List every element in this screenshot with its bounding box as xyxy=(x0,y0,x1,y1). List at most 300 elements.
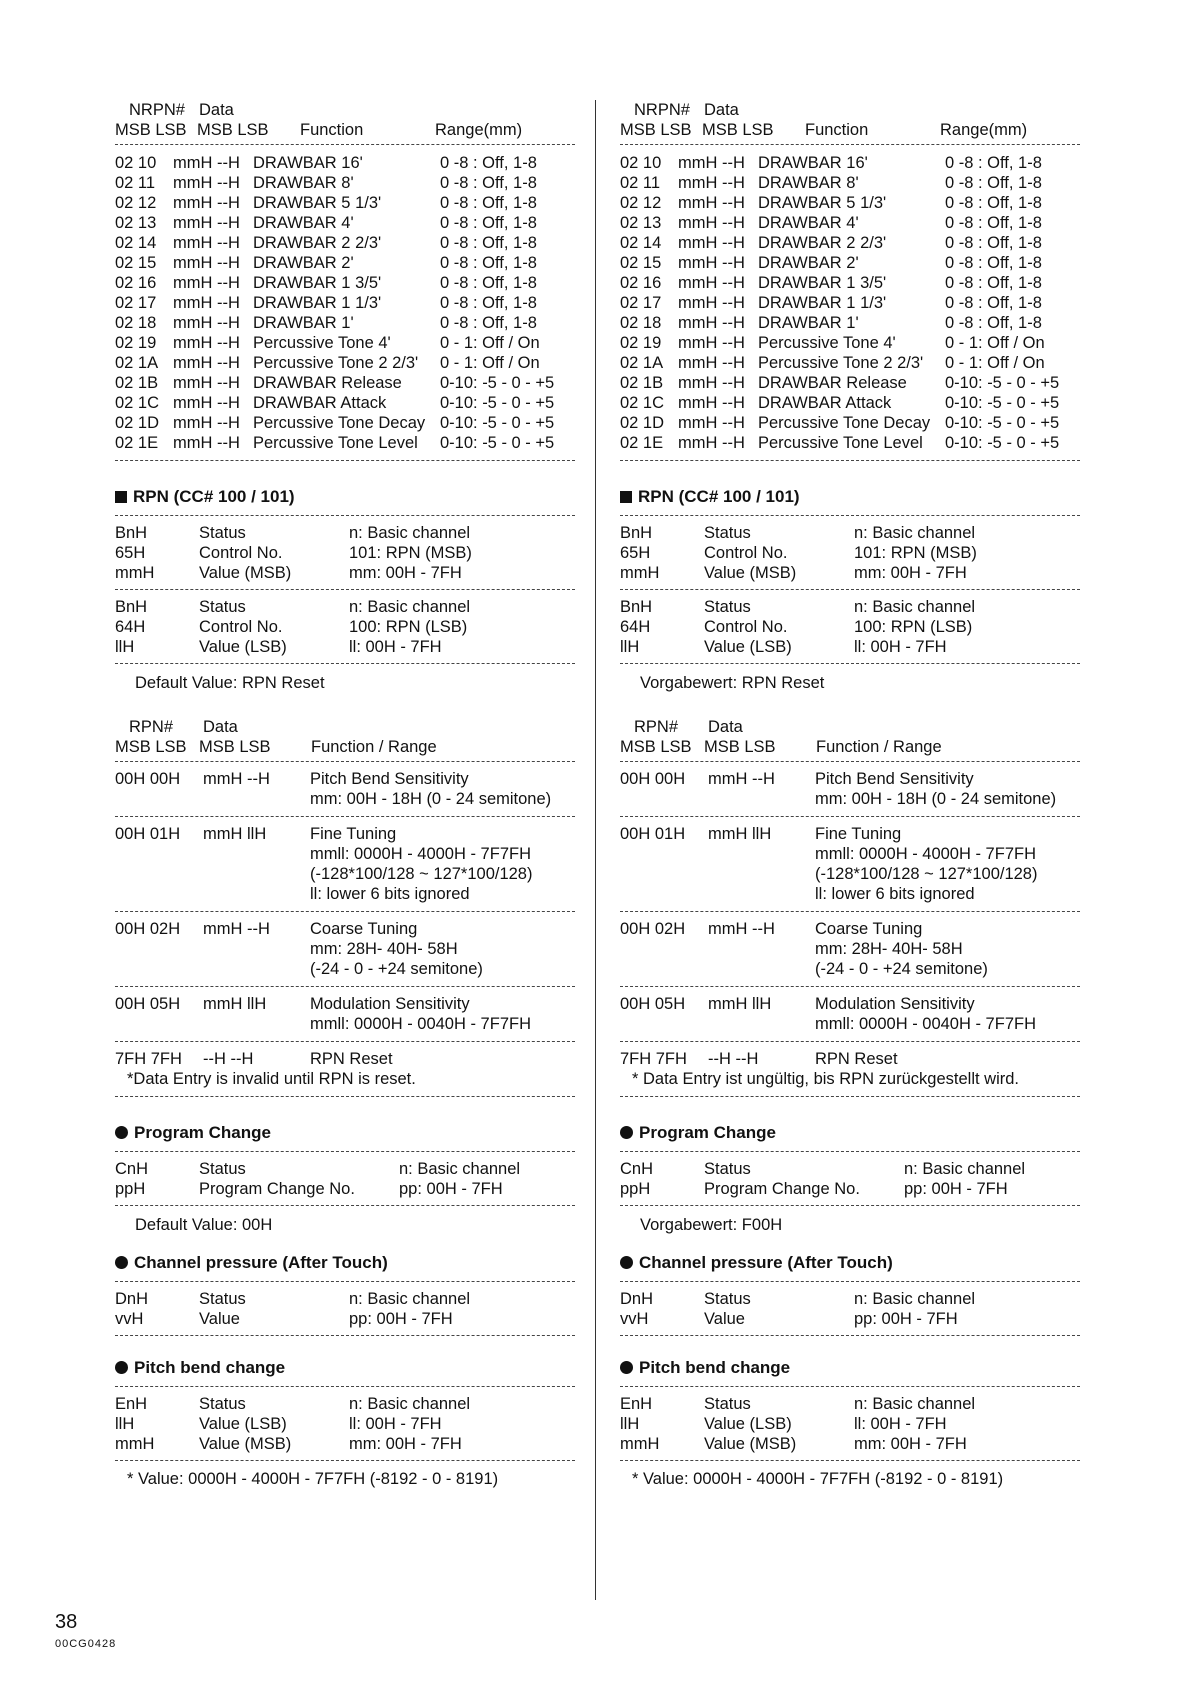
section-title-text: Program Change xyxy=(639,1123,776,1142)
nrpn-data: mmH --H xyxy=(678,174,745,192)
nrpn-range: 0 -8 : Off, 1-8 xyxy=(945,314,1042,332)
rpn-data: mmH llH xyxy=(203,995,267,1013)
nrpn-header-msblsb: MSB LSB xyxy=(115,121,187,139)
kv-value: n: Basic channel xyxy=(854,1290,976,1308)
program-change-default: Default Value: 00H xyxy=(135,1216,273,1234)
rpn-item xyxy=(620,1042,1080,1069)
nrpn-function: Percussive Tone Level xyxy=(758,434,923,452)
nrpn-row xyxy=(115,373,575,393)
nrpn-number: 02 1D xyxy=(620,414,665,432)
rpn-header-msblsb2: MSB LSB xyxy=(704,738,776,756)
nrpn-range: 0 -8 : Off, 1-8 xyxy=(440,174,537,192)
rpn-number: 00H 01H xyxy=(620,825,686,843)
kv-row xyxy=(115,1179,575,1199)
rpn-msb-table xyxy=(620,516,1080,589)
channel-pressure-table xyxy=(115,1282,575,1335)
kv-row xyxy=(115,617,575,637)
section-title-text: Channel pressure (After Touch) xyxy=(134,1253,388,1272)
nrpn-header-msblsb: MSB LSB xyxy=(620,121,692,139)
rpn-function-line: (-24 - 0 - +24 semitone) xyxy=(310,960,483,978)
nrpn-data: mmH --H xyxy=(173,374,240,392)
kv-value: pp: 00H - 7FH xyxy=(399,1180,503,1198)
nrpn-range: 0 -8 : Off, 1-8 xyxy=(945,274,1042,292)
rpn-header-top1: RPN# xyxy=(634,718,679,736)
kv-code: mmH xyxy=(115,564,155,582)
kv-value: 100: RPN (LSB) xyxy=(349,618,468,636)
nrpn-row xyxy=(115,253,575,273)
nrpn-row xyxy=(115,313,575,333)
nrpn-number: 02 18 xyxy=(620,314,662,332)
kv-code: EnH xyxy=(115,1395,148,1413)
kv-code: mmH xyxy=(115,1435,155,1453)
nrpn-number: 02 13 xyxy=(620,214,662,232)
kv-code: ppH xyxy=(115,1180,146,1198)
nrpn-data: mmH --H xyxy=(173,354,240,372)
kv-value: n: Basic channel xyxy=(349,1395,471,1413)
rpn-function-line: Coarse Tuning xyxy=(310,920,418,938)
nrpn-row xyxy=(620,253,1080,273)
kv-value: ll: 00H - 7FH xyxy=(349,1415,442,1433)
nrpn-row xyxy=(620,273,1080,293)
kv-label: Status xyxy=(704,598,751,616)
nrpn-row xyxy=(620,353,1080,373)
rpn-number: 00H 05H xyxy=(115,995,181,1013)
nrpn-row xyxy=(620,173,1080,193)
rpn-default-value: Vorgabewert: RPN Reset xyxy=(640,674,825,692)
nrpn-row xyxy=(620,293,1080,313)
kv-label: Value (LSB) xyxy=(704,638,792,656)
rpn-function xyxy=(310,994,575,1034)
round-bullet-icon xyxy=(620,1361,633,1374)
rpn-function-line: Fine Tuning xyxy=(310,825,397,843)
nrpn-data: mmH --H xyxy=(678,434,745,452)
nrpn-range: 0 -8 : Off, 1-8 xyxy=(945,174,1042,192)
rpn-header-function: Function / Range xyxy=(311,738,437,756)
kv-label: Control No. xyxy=(199,544,283,562)
kv-code: llH xyxy=(115,1415,135,1433)
kv-row xyxy=(115,1159,575,1179)
kv-code: BnH xyxy=(620,598,653,616)
rpn-item xyxy=(115,987,575,1041)
kv-row xyxy=(620,1309,1080,1329)
rpn-number: 7FH 7FH xyxy=(115,1050,182,1068)
rpn-function xyxy=(815,919,1080,979)
kv-code: mmH xyxy=(620,1435,660,1453)
kv-label: Value (MSB) xyxy=(199,564,292,582)
nrpn-number: 02 11 xyxy=(115,174,156,192)
nrpn-row xyxy=(115,393,575,413)
kv-label: Control No. xyxy=(704,544,788,562)
nrpn-range: 0 -8 : Off, 1-8 xyxy=(945,234,1042,252)
dashed-rule xyxy=(115,1096,575,1097)
nrpn-number: 02 17 xyxy=(115,294,157,312)
kv-row xyxy=(115,563,575,583)
nrpn-number: 02 1B xyxy=(115,374,159,392)
rpn-data: mmH llH xyxy=(708,995,772,1013)
nrpn-range: 0 -8 : Off, 1-8 xyxy=(945,294,1042,312)
rpn-data: --H --H xyxy=(708,1050,759,1068)
nrpn-function: DRAWBAR 1 1/3' xyxy=(758,294,887,312)
nrpn-range: 0 -8 : Off, 1-8 xyxy=(440,254,537,272)
rpn-function-line: mmll: 0000H - 4000H - 7F7FH xyxy=(815,845,1036,863)
nrpn-function: DRAWBAR 5 1/3' xyxy=(253,194,382,212)
dashed-rule xyxy=(620,460,1080,461)
nrpn-row xyxy=(115,213,575,233)
nrpn-number: 02 17 xyxy=(620,294,662,312)
kv-row xyxy=(620,1159,1080,1179)
kv-value: mm: 00H - 7FH xyxy=(349,564,462,582)
kv-label: Status xyxy=(704,1395,751,1413)
rpn-header-top1: RPN# xyxy=(129,718,174,736)
kv-row xyxy=(620,1289,1080,1309)
nrpn-data: mmH --H xyxy=(173,434,240,452)
kv-row xyxy=(620,1394,1080,1414)
rpn-function xyxy=(815,824,1080,904)
section-title-text: RPN (CC# 100 / 101) xyxy=(133,487,295,506)
kv-row xyxy=(115,597,575,617)
nrpn-function: DRAWBAR 2 2/3' xyxy=(253,234,382,252)
kv-label: Status xyxy=(199,598,246,616)
kv-value: n: Basic channel xyxy=(854,524,976,542)
nrpn-row xyxy=(620,433,1080,453)
kv-label: Status xyxy=(199,1290,246,1308)
rpn-function-line: Pitch Bend Sensitivity xyxy=(815,770,974,788)
nrpn-range: 0 - 1: Off / On xyxy=(440,334,540,352)
kv-code: CnH xyxy=(620,1160,654,1178)
nrpn-number: 02 1D xyxy=(115,414,160,432)
rpn-section-title xyxy=(115,487,575,507)
rpn-data: mmH --H xyxy=(708,920,775,938)
nrpn-number: 02 15 xyxy=(115,254,157,272)
nrpn-number: 02 1A xyxy=(620,354,664,372)
kv-code: 64H xyxy=(620,618,651,636)
rpn-function xyxy=(310,919,575,979)
nrpn-number: 02 14 xyxy=(620,234,662,252)
rpn-header-msblsb: MSB LSB xyxy=(115,738,187,756)
pitch-bend-note: * Value: 0000H - 4000H - 7F7FH (-8192 - 0 - 8191) xyxy=(127,1470,499,1488)
rpn-footnote: * Data Entry ist ungültig, bis RPN zurückgestellt wird. xyxy=(632,1070,1019,1088)
nrpn-data: mmH --H xyxy=(173,314,240,332)
kv-row xyxy=(620,597,1080,617)
pitch-bend-note: * Value: 0000H - 4000H - 7F7FH (-8192 - 0 - 8191) xyxy=(632,1470,1004,1488)
nrpn-row xyxy=(620,413,1080,433)
kv-label: Value xyxy=(199,1310,240,1328)
nrpn-range: 0 -8 : Off, 1-8 xyxy=(440,194,537,212)
page-number: 38 xyxy=(55,1611,78,1633)
nrpn-function: Percussive Tone 4' xyxy=(758,334,896,352)
kv-label: Status xyxy=(199,1395,246,1413)
rpn-lsb-table xyxy=(620,590,1080,663)
nrpn-number: 02 1C xyxy=(620,394,665,412)
rpn-item xyxy=(620,987,1080,1041)
kv-row xyxy=(620,637,1080,657)
kv-label: Value (LSB) xyxy=(704,1415,792,1433)
nrpn-data: mmH --H xyxy=(678,294,745,312)
rpn-function-line: RPN Reset xyxy=(815,1050,898,1068)
program-change-title xyxy=(620,1123,1080,1143)
nrpn-number: 02 15 xyxy=(620,254,662,272)
nrpn-range: 0-10: -5 - 0 - +5 xyxy=(440,374,555,392)
rpn-data: mmH --H xyxy=(203,920,270,938)
nrpn-range: 0 -8 : Off, 1-8 xyxy=(440,274,537,292)
nrpn-number: 02 1E xyxy=(620,434,664,452)
nrpn-function: DRAWBAR Attack xyxy=(758,394,892,412)
rpn-data: mmH llH xyxy=(708,825,772,843)
dashed-rule xyxy=(115,1335,575,1336)
nrpn-function: DRAWBAR 2' xyxy=(253,254,354,272)
kv-row xyxy=(620,617,1080,637)
rpn-function-line: Modulation Sensitivity xyxy=(815,995,975,1013)
rpn-section-title xyxy=(620,487,1080,507)
rpn-data: mmH llH xyxy=(203,825,267,843)
kv-value: mm: 00H - 7FH xyxy=(854,564,967,582)
nrpn-function: DRAWBAR 8' xyxy=(253,174,354,192)
kv-value: mm: 00H - 7FH xyxy=(349,1435,462,1453)
nrpn-number: 02 19 xyxy=(620,334,662,352)
kv-value: pp: 00H - 7FH xyxy=(854,1310,958,1328)
section-title-text: Pitch bend change xyxy=(639,1358,791,1377)
rpn-function xyxy=(815,769,1080,809)
rpn-number: 00H 00H xyxy=(115,770,181,788)
pitch-bend-table xyxy=(620,1387,1080,1460)
nrpn-function: Percussive Tone Level xyxy=(253,434,418,452)
nrpn-number: 02 18 xyxy=(115,314,157,332)
nrpn-range: 0 -8 : Off, 1-8 xyxy=(440,154,537,172)
rpn-header-top2: Data xyxy=(203,718,238,736)
kv-row xyxy=(115,637,575,657)
nrpn-range: 0-10: -5 - 0 - +5 xyxy=(440,394,555,412)
nrpn-data: mmH --H xyxy=(678,394,745,412)
channel-pressure-title xyxy=(620,1253,1080,1273)
kv-label: Control No. xyxy=(199,618,283,636)
rpn-lsb-table xyxy=(115,590,575,663)
rpn-number: 00H 02H xyxy=(620,920,686,938)
kv-label: Program Change No. xyxy=(199,1180,355,1198)
rpn-function-line: mm: 00H - 18H (0 - 24 semitone) xyxy=(815,790,1057,808)
kv-code: llH xyxy=(620,638,640,656)
nrpn-number: 02 19 xyxy=(115,334,157,352)
nrpn-function: Percussive Tone 2 2/3' xyxy=(758,354,924,372)
nrpn-function: DRAWBAR 4' xyxy=(758,214,859,232)
nrpn-number: 02 12 xyxy=(620,194,662,212)
nrpn-number: 02 1A xyxy=(115,354,159,372)
nrpn-header-top2: Data xyxy=(199,101,234,119)
nrpn-header xyxy=(620,100,1080,144)
kv-code: EnH xyxy=(620,1395,653,1413)
kv-row xyxy=(115,1289,575,1309)
pitch-bend-table xyxy=(115,1387,575,1460)
nrpn-data: mmH --H xyxy=(678,374,745,392)
pitch-bend-title xyxy=(620,1358,1080,1378)
nrpn-data: mmH --H xyxy=(678,314,745,332)
nrpn-row xyxy=(620,153,1080,173)
rpn-header-msblsb: MSB LSB xyxy=(620,738,692,756)
nrpn-row xyxy=(620,233,1080,253)
rpn-function xyxy=(310,1049,575,1069)
rpn-function-line: mm: 28H- 40H- 58H xyxy=(815,940,963,958)
left-column xyxy=(115,100,575,1489)
kv-code: llH xyxy=(115,638,135,656)
kv-code: 64H xyxy=(115,618,146,636)
rpn-number: 00H 02H xyxy=(115,920,181,938)
nrpn-row xyxy=(115,193,575,213)
nrpn-range: 0-10: -5 - 0 - +5 xyxy=(440,434,555,452)
rpn-function-line: (-128*100/128 ~ 127*100/128) xyxy=(815,865,1038,883)
nrpn-row xyxy=(115,433,575,453)
rpn-number: 00H 00H xyxy=(620,770,686,788)
nrpn-table xyxy=(620,145,1080,460)
pitch-bend-title xyxy=(115,1358,575,1378)
kv-row xyxy=(115,543,575,563)
nrpn-range: 0 -8 : Off, 1-8 xyxy=(945,194,1042,212)
rpn-function-line: RPN Reset xyxy=(310,1050,393,1068)
dashed-rule xyxy=(115,460,575,461)
nrpn-range: 0-10: -5 - 0 - +5 xyxy=(440,414,555,432)
nrpn-header-top1: NRPN# xyxy=(634,101,690,119)
nrpn-row xyxy=(620,193,1080,213)
nrpn-function: DRAWBAR 1' xyxy=(253,314,354,332)
kv-code: BnH xyxy=(115,598,148,616)
nrpn-header-function: Function xyxy=(805,121,869,139)
rpn-function-line: Fine Tuning xyxy=(815,825,902,843)
nrpn-data: mmH --H xyxy=(678,214,745,232)
program-change-title xyxy=(115,1123,575,1143)
section-title-text: RPN (CC# 100 / 101) xyxy=(638,487,800,506)
nrpn-function: Percussive Tone 4' xyxy=(253,334,391,352)
kv-code: BnH xyxy=(620,524,653,542)
kv-value: n: Basic channel xyxy=(399,1160,521,1178)
kv-code: 65H xyxy=(620,544,651,562)
rpn-number: 00H 05H xyxy=(620,995,686,1013)
right-column xyxy=(620,100,1080,1489)
nrpn-range: 0-10: -5 - 0 - +5 xyxy=(945,434,1060,452)
nrpn-function: DRAWBAR 16' xyxy=(758,154,868,172)
nrpn-row xyxy=(115,333,575,353)
kv-row xyxy=(115,1414,575,1434)
nrpn-range: 0-10: -5 - 0 - +5 xyxy=(945,374,1060,392)
nrpn-data: mmH --H xyxy=(173,274,240,292)
kv-label: Value (LSB) xyxy=(199,1415,287,1433)
kv-label: Control No. xyxy=(704,618,788,636)
nrpn-number: 02 1E xyxy=(115,434,159,452)
kv-row xyxy=(115,1309,575,1329)
nrpn-row xyxy=(620,373,1080,393)
program-change-table xyxy=(115,1152,575,1205)
kv-label: Value (MSB) xyxy=(704,564,797,582)
nrpn-row xyxy=(115,293,575,313)
nrpn-range: 0-10: -5 - 0 - +5 xyxy=(945,394,1060,412)
rpn-item xyxy=(115,817,575,911)
nrpn-row xyxy=(115,153,575,173)
rpn-function-line: Modulation Sensitivity xyxy=(310,995,470,1013)
nrpn-data: mmH --H xyxy=(173,414,240,432)
round-bullet-icon xyxy=(115,1126,128,1139)
page-code: 00CG0428 xyxy=(55,1638,117,1650)
nrpn-row xyxy=(620,213,1080,233)
nrpn-function: DRAWBAR 5 1/3' xyxy=(758,194,887,212)
channel-pressure-table xyxy=(620,1282,1080,1335)
rpn-function-line: Pitch Bend Sensitivity xyxy=(310,770,469,788)
nrpn-function: Percussive Tone 2 2/3' xyxy=(253,354,419,372)
channel-pressure-title xyxy=(115,1253,575,1273)
kv-code: mmH xyxy=(620,564,660,582)
rpn-item xyxy=(115,912,575,986)
kv-row xyxy=(620,1179,1080,1199)
rpn-function-line: Coarse Tuning xyxy=(815,920,923,938)
rpn-function-line: mmll: 0000H - 0040H - 7F7FH xyxy=(815,1015,1036,1033)
nrpn-data: mmH --H xyxy=(173,214,240,232)
rpn-function-line: mm: 00H - 18H (0 - 24 semitone) xyxy=(310,790,552,808)
nrpn-data: mmH --H xyxy=(678,274,745,292)
rpn-function-line: (-128*100/128 ~ 127*100/128) xyxy=(310,865,533,883)
nrpn-header-msblsb2: MSB LSB xyxy=(702,121,774,139)
nrpn-header-range: Range(mm) xyxy=(435,121,523,139)
nrpn-data: mmH --H xyxy=(678,414,745,432)
nrpn-data: mmH --H xyxy=(173,194,240,212)
square-bullet-icon xyxy=(115,491,127,503)
round-bullet-icon xyxy=(115,1361,128,1374)
kv-row xyxy=(115,523,575,543)
nrpn-range: 0 -8 : Off, 1-8 xyxy=(440,314,537,332)
nrpn-header-top1: NRPN# xyxy=(129,101,185,119)
round-bullet-icon xyxy=(620,1126,633,1139)
kv-label: Status xyxy=(704,524,751,542)
nrpn-row xyxy=(115,273,575,293)
kv-code: 65H xyxy=(115,544,146,562)
rpn-default-value: Default Value: RPN Reset xyxy=(135,674,325,692)
kv-label: Program Change No. xyxy=(704,1180,860,1198)
nrpn-data: mmH --H xyxy=(173,254,240,272)
nrpn-range: 0 -8 : Off, 1-8 xyxy=(440,234,537,252)
nrpn-data: mmH --H xyxy=(678,194,745,212)
nrpn-data: mmH --H xyxy=(173,234,240,252)
rpn-function xyxy=(310,824,575,904)
rpn-function-line: mmll: 0000H - 0040H - 7F7FH xyxy=(310,1015,531,1033)
kv-code: DnH xyxy=(115,1290,149,1308)
nrpn-header xyxy=(115,100,575,144)
nrpn-number: 02 1C xyxy=(115,394,160,412)
nrpn-range: 0 - 1: Off / On xyxy=(440,354,540,372)
nrpn-row xyxy=(115,413,575,433)
nrpn-row xyxy=(115,353,575,373)
nrpn-range: 0 -8 : Off, 1-8 xyxy=(945,214,1042,232)
nrpn-function: DRAWBAR 1 1/3' xyxy=(253,294,382,312)
nrpn-function: DRAWBAR 1 3/5' xyxy=(253,274,382,292)
nrpn-data: mmH --H xyxy=(678,334,745,352)
kv-code: DnH xyxy=(620,1290,654,1308)
nrpn-function: DRAWBAR Release xyxy=(758,374,907,392)
kv-code: BnH xyxy=(115,524,148,542)
nrpn-number: 02 16 xyxy=(115,274,157,292)
nrpn-data: mmH --H xyxy=(173,294,240,312)
nrpn-number: 02 1B xyxy=(620,374,664,392)
nrpn-range: 0 - 1: Off / On xyxy=(945,354,1045,372)
nrpn-header-function: Function xyxy=(300,121,364,139)
nrpn-data: mmH --H xyxy=(678,234,745,252)
rpn-header xyxy=(620,717,1080,761)
section-title-text: Pitch bend change xyxy=(134,1358,286,1377)
nrpn-data: mmH --H xyxy=(173,174,240,192)
nrpn-table xyxy=(115,145,575,460)
section-title-text: Channel pressure (After Touch) xyxy=(639,1253,893,1272)
rpn-item xyxy=(620,762,1080,816)
kv-value: n: Basic channel xyxy=(349,1290,471,1308)
nrpn-function: Percussive Tone Decay xyxy=(253,414,426,432)
rpn-function-line: ll: lower 6 bits ignored xyxy=(310,885,470,903)
rpn-number: 7FH 7FH xyxy=(620,1050,687,1068)
nrpn-data: mmH --H xyxy=(173,154,240,172)
kv-label: Status xyxy=(199,1160,246,1178)
